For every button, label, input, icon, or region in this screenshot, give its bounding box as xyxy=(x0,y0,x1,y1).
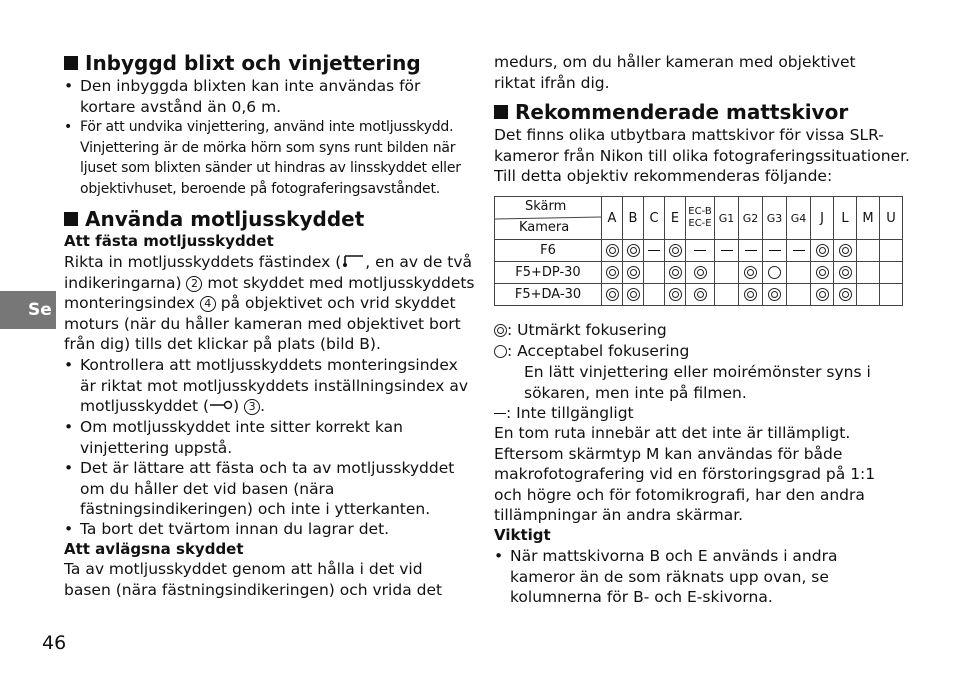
heading-blixt xyxy=(64,52,421,74)
compat-cell xyxy=(811,284,834,306)
heading-blixt-text: Inbyggd blixt och vinjettering xyxy=(85,51,421,75)
table-row xyxy=(495,262,903,284)
fasta-paragraph: Rikta in motljusskyddets fästindex ( , en av de två indikeringarna) 2 mot skyddet med motljusskyddets monteringsindex 4 på objektivet och vrid skyddet moturs (när du håller kameran med objektivet bort från dig) tills det klickar på plats (bild B). xyxy=(64,253,475,353)
double-circle-icon xyxy=(669,244,682,257)
double-circle-icon xyxy=(494,324,507,337)
compat-cell xyxy=(686,284,715,306)
mattskivor-intro: Det finns olika utbytbara mattskivor för vissa SLR- kameror från Nikon till olika fotograferingssituationer. Till detta objektiv rekommenderas följande: xyxy=(494,126,910,185)
corner-camera-label: Kamera xyxy=(519,220,570,235)
viktigt-bullet-1: • När mattskivorna B och E används i andra kameror än de som räknats upp ovan, se kolumnerna för B- och E-skivorna. xyxy=(494,547,838,606)
column-header: G3 xyxy=(763,197,787,240)
heading-motljus-text: Använda motljusskyddet xyxy=(85,207,365,231)
compat-cell xyxy=(623,284,644,306)
heading-mattskivor xyxy=(494,101,848,123)
legend-na: : Inte tillgängligt xyxy=(494,403,634,424)
double-circle-icon xyxy=(816,288,829,301)
compat-cell xyxy=(665,262,686,284)
circle-icon xyxy=(768,266,781,279)
column-header: B xyxy=(623,197,644,240)
double-circle-icon xyxy=(744,288,757,301)
compat-cell xyxy=(623,262,644,284)
double-circle-icon xyxy=(606,266,619,279)
compat-cell xyxy=(880,240,903,262)
compat-cell xyxy=(739,240,763,262)
column-header: M xyxy=(857,197,880,240)
compat-cell xyxy=(787,240,811,262)
compat-cell xyxy=(787,262,811,284)
continued-paragraph: medurs, om du håller kameran med objektivet riktat ifrån dig. xyxy=(494,53,856,92)
compat-cell xyxy=(623,240,644,262)
double-circle-icon xyxy=(606,288,619,301)
callout-3: 3 xyxy=(244,399,260,415)
heading-mattskivor-text: Rekommenderade mattskivor xyxy=(515,100,849,124)
compat-cell xyxy=(880,284,903,306)
compat-cell xyxy=(834,240,857,262)
double-circle-icon xyxy=(669,266,682,279)
compat-cell xyxy=(787,284,811,306)
compat-cell xyxy=(686,262,715,284)
subheading-avlagsna: Att avlägsna skyddet xyxy=(64,540,244,558)
compat-cell xyxy=(715,284,739,306)
column-header: J xyxy=(811,197,834,240)
dash-icon xyxy=(793,250,805,251)
blixt-bullet-1: • Den inbyggda blixten kan inte användas för kortare avstånd än 0,6 m. xyxy=(64,77,421,116)
compat-cell xyxy=(834,262,857,284)
heading-motljus xyxy=(64,208,364,230)
compat-cell xyxy=(811,262,834,284)
compat-cell xyxy=(644,284,665,306)
compat-cell xyxy=(739,284,763,306)
double-circle-icon xyxy=(816,244,829,257)
legend-acceptable: : Acceptabel fokusering xyxy=(494,341,689,362)
fasta-bullet-2: • Om motljusskyddet inte sitter korrekt kan vinjettering uppstå. xyxy=(64,418,403,457)
heading-square-icon xyxy=(494,105,508,119)
compat-cell xyxy=(665,284,686,306)
avlagsna-paragraph: Ta av motljusskyddet genom att hålla i det vid basen (nära fästningsindikeringen) och vrida det xyxy=(64,560,443,599)
double-circle-icon xyxy=(768,288,781,301)
column-header: E xyxy=(665,197,686,240)
table-row xyxy=(495,240,903,262)
heading-square-icon xyxy=(64,56,78,70)
column-header: L xyxy=(834,197,857,240)
compat-cell xyxy=(686,240,715,262)
column-header: G1 xyxy=(715,197,739,240)
hood-index-icon xyxy=(209,399,233,411)
callout-2: 2 xyxy=(186,276,202,292)
column-header: A xyxy=(602,197,623,240)
compat-cell xyxy=(715,262,739,284)
subheading-viktigt: Viktigt xyxy=(494,526,551,544)
dash-icon xyxy=(745,250,757,251)
dash-icon xyxy=(769,250,781,251)
callout-4: 4 xyxy=(200,296,216,312)
double-circle-icon xyxy=(606,244,619,257)
double-circle-icon xyxy=(669,288,682,301)
focusing-screen-table xyxy=(494,196,903,306)
column-header: U xyxy=(880,197,903,240)
table-row xyxy=(495,284,903,306)
column-header: G2 xyxy=(739,197,763,240)
section-tab: Se xyxy=(0,291,56,329)
compat-cell xyxy=(602,240,623,262)
double-circle-icon xyxy=(744,266,757,279)
double-circle-icon xyxy=(839,266,852,279)
compat-cell xyxy=(857,262,880,284)
fasta-bullet-1: • Kontrollera att motljusskyddets monteringsindex är riktat mot motljusskyddets inställningsindex av motljusskyddet ( ) 3 . xyxy=(64,356,469,415)
subheading-fasta: Att fästa motljusskyddet xyxy=(64,232,274,250)
dash-icon xyxy=(694,250,706,251)
dash-icon xyxy=(648,250,660,251)
compat-cell xyxy=(880,262,903,284)
compat-cell xyxy=(644,240,665,262)
double-circle-icon xyxy=(627,244,640,257)
dash-icon xyxy=(721,250,733,251)
table-header-row xyxy=(495,197,903,240)
double-circle-icon xyxy=(816,266,829,279)
double-circle-icon xyxy=(694,288,707,301)
circle-icon xyxy=(494,345,507,358)
compat-cell xyxy=(715,240,739,262)
index-mark-icon xyxy=(341,254,365,268)
compat-cell xyxy=(665,240,686,262)
compat-cell xyxy=(644,262,665,284)
legend-acceptable-note: En lätt vinjettering eller moirémönster syns i sökaren, men inte på filmen. xyxy=(524,363,871,402)
double-circle-icon xyxy=(839,244,852,257)
compat-cell xyxy=(763,240,787,262)
double-circle-icon xyxy=(627,288,640,301)
fasta-bullet-3: • Det är lättare att fästa och ta av motljusskyddet om du håller det vid basen (nära fästningsindikeringen) och inte i ytterkanten. xyxy=(64,459,455,518)
camera-cell: F6 xyxy=(495,240,602,262)
compat-cell xyxy=(811,240,834,262)
compat-cell xyxy=(857,240,880,262)
compat-cell xyxy=(602,284,623,306)
legend-excellent: : Utmärkt fokusering xyxy=(494,320,667,341)
column-header: EC-B EC-E xyxy=(686,197,715,240)
after-paragraph: En tom ruta innebär att det inte är tillämpligt. Eftersom skärmtyp M kan användas för både makrofotografering vid en förstoringsgrad på 1:1 och högre och för fotomikrografi, har den andra tillämpningar än andra skärmar. xyxy=(494,424,876,524)
camera-cell: F5+DA-30 xyxy=(495,284,602,306)
fasta-bullet-4: • Ta bort det tvärtom innan du lagrar det. xyxy=(64,520,390,538)
compat-cell xyxy=(763,284,787,306)
compat-cell xyxy=(834,284,857,306)
table-corner xyxy=(495,197,602,240)
compat-cell xyxy=(857,284,880,306)
double-circle-icon xyxy=(627,266,640,279)
corner-screen-label: Skärm xyxy=(525,199,567,214)
compat-cell xyxy=(602,262,623,284)
camera-cell: F5+DP-30 xyxy=(495,262,602,284)
column-header: C xyxy=(644,197,665,240)
page-number: 46 xyxy=(42,632,67,654)
double-circle-icon xyxy=(694,266,707,279)
blixt-bullet-2: • För att undvika vinjettering, använd inte motljusskydd. Vinjettering är de mörka hörn som syns runt bilden när ljuset som blixten sänder ut hindras av linsskyddet eller objektivhuset, beroende på fotograferingsavståndet. xyxy=(64,119,461,197)
double-circle-icon xyxy=(839,288,852,301)
dash-icon xyxy=(494,413,506,414)
heading-square-icon xyxy=(64,212,78,226)
compat-cell xyxy=(739,262,763,284)
column-header: G4 xyxy=(787,197,811,240)
compat-cell xyxy=(763,262,787,284)
